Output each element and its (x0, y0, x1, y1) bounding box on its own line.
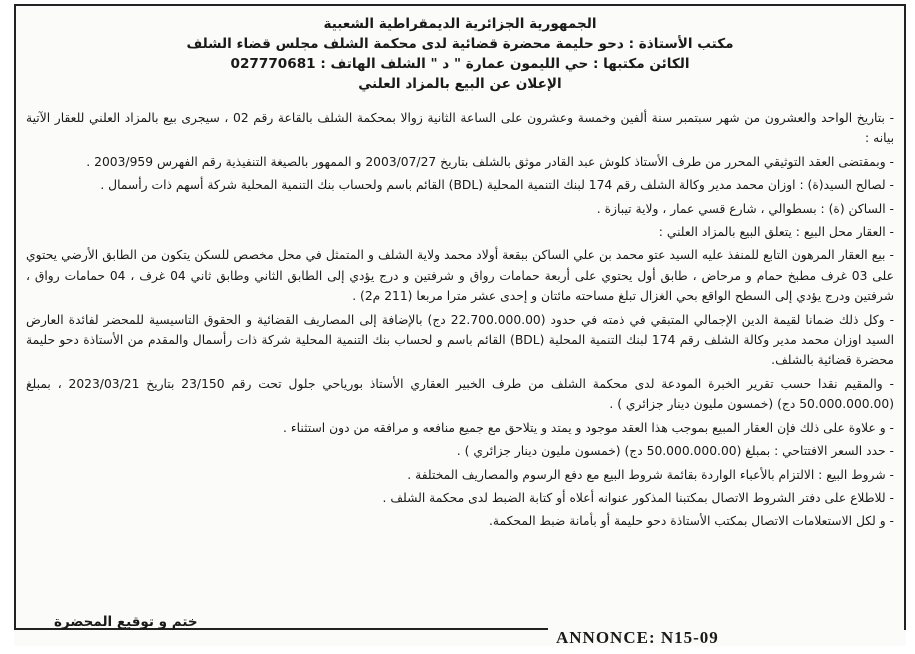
paragraph-conditions: - شروط البيع : الالتزام بالأعباء الواردة بقائمة شروط البيع مع دفع الرسوم والمصاريف المختلفة . (407, 467, 894, 482)
frame-top-rule (14, 4, 906, 6)
paragraph-contact: - و لكل الاستعلامات الاتصال بمكتب الأستاذة دحو حليمة أو بأمانة ضبط المحكمة. (489, 514, 894, 529)
paragraph-opening-price: - حدد السعر الافتتاحي : بمبلغ (50.000.000.00 دج) (خمسون مليون دينار جزائري ) . (456, 444, 894, 459)
paragraph-debt: - وكل ذلك ضمانا لقيمة الدين الإجمالي المتبقي في ذمته في حدود (22.700.000.00 دج) بالإضافة إلى المصاريف القضائية و الحقوق التاسيسية للمحضر لفائدة العارض السيد اوزان محمد مدير وكالة الشلف رقم 174 لبنك التنمية المحلية (BDL) القائم باسم و لحساب بنك التنمية المحلية شركة ذات رأسمال والمقدم من الأستاذة دحو حليمة محضرة قضائية بالشلف. (26, 312, 895, 368)
republic-title: الجمهورية الجزائرية الديمقراطية الشعبية (323, 16, 597, 32)
paragraph-valuation: - والمقيم نقدا حسب تقرير الخبرة المودعة لدى محكمة الشلف من طرف الخبير العقاري الأستاذ بورياحي جلول تحت رقم 23/150 بتاريخ 2023/03/21 ، بمبلغ (50.000.000.00 دج) (خمسون مليون دينار جزائري ) . (26, 376, 894, 412)
notice-body (26, 108, 894, 535)
announcement-reference: ANNONCE: N15-09 (556, 628, 719, 647)
auction-notice (14, 4, 906, 646)
frame-left-rule (14, 4, 16, 630)
paragraph-property-description: - بيع العقار المرهون التابع للمنفذ عليه السيد عتو محمد بن علي الساكن ببقعة أولاد محمد ولاية الشلف و المتمثل في محل مخصص للسكن يتكون من الطابق الأرضي يحتوي على 03 غرف مطبخ حمام و مرحاض ، طابق أول يحتوي على أربعة حمامات رواق و شرفتين و درج يؤدي إلى الطابق الثاني وطابق ثاني 04 غرف ، 04 حمامات رواق ، شرفتين ودرج يؤدي إلى السطح الواقع بحي الغزال تبلغ مساحته مائتان و إحدى عشر مترا مربعا (211 م2) . (26, 248, 894, 304)
paragraph-residence: - الساكن (ة) : بسطوالي ، شارع قسي عمار ، ولاية تيبازة . (596, 201, 894, 216)
paragraph-property-heading: - العقار محل البيع : يتعلق البيع بالمزاد العلني : (658, 225, 894, 240)
notice-header (14, 14, 906, 94)
paragraph-specifications: - للاطلاع على دفتر الشروط الاتصال بمكتبنا المذكور عنوانه أعلاه أو كتابة الضبط لدى محكمة الشلف . (382, 490, 894, 505)
signature-label: ختم و توقيع المحضرة (54, 614, 198, 630)
paragraph-deed: - وبمقتضى العقد التوثيقي المحرر من طرف الأستاذ كلوش عبد القادر موثق بالشلف بتاريخ 2003/07/27 و الممهور بالصيغة التنفيذية رقم الفهرس 2003/959 . (86, 154, 894, 169)
paragraph-sale-date: - بتاريخ الواحد والعشرون من شهر سبتمبر سنة ألفين وخمسة وعشرون على الساعة الثانية زوالا بمحكمة الشلف بالقاعة رقم 02 ، سيجرى بيع بالمزاد العلني للعقار الآتية بيانه : (26, 111, 895, 146)
paragraph-beneficiary: - لصالح السيد(ة) : اوزان محمد مدير وكالة الشلف رقم 174 لبنك التنمية المحلية (BDL) القائم باسم ولحساب بنك التنمية المحلية شركة أسهم ذات رأسمال . (100, 178, 894, 193)
office-line: مكتب الأستاذة : دحو حليمة محضرة قضائية لدى محكمة الشلف مجلس قضاء الشلف (186, 36, 734, 52)
frame-right-rule (904, 4, 906, 630)
address-line: الكائن مكتبها : حي الليمون عمارة " د " الشلف الهاتف : 027770681 (230, 56, 690, 72)
paragraph-annexes: - و علاوة على ذلك فإن العقار المبيع بموجب هذا العقد موجود و يمتد و يتلاحق مع جميع منافعه و مرافقه من دون استثناء . (283, 420, 894, 435)
notice-title: الإعلان عن البيع بالمزاد العلني (358, 76, 562, 92)
